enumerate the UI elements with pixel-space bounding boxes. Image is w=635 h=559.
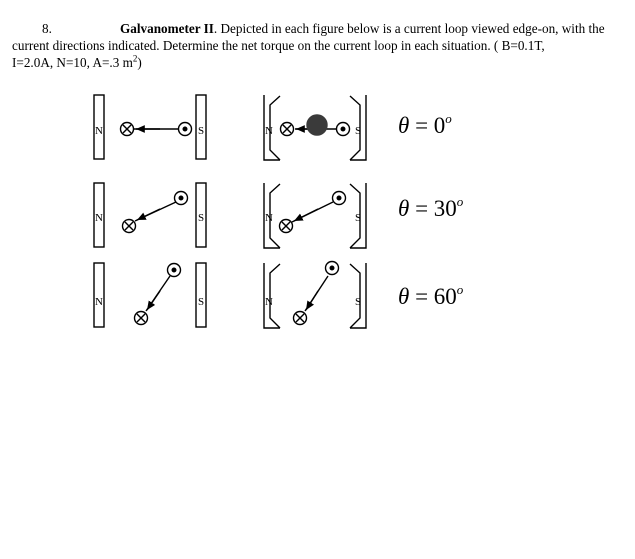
- north-pole-label: N: [95, 212, 103, 224]
- equals-sign: =: [409, 196, 434, 221]
- equals-sign: =: [409, 284, 434, 309]
- south-pole-label: S: [355, 212, 362, 224]
- degree-mark: o: [456, 194, 464, 209]
- south-pole-magnet: [196, 263, 206, 327]
- north-pole-label: N: [265, 212, 273, 224]
- north-pole-magnet: [94, 263, 104, 327]
- angle-value: 30: [433, 196, 457, 221]
- equals-sign: =: [409, 113, 434, 138]
- theta-symbol: θ: [398, 113, 410, 138]
- degree-mark: o: [456, 282, 464, 297]
- south-pole-label: S: [198, 296, 205, 308]
- north-pole-label: N: [265, 125, 273, 137]
- angle-value: 60: [433, 284, 457, 309]
- problem-number: 8.: [42, 21, 52, 36]
- angle-label-30: [398, 196, 463, 222]
- loop-arrow: [137, 209, 160, 220]
- loop-arrow: [306, 291, 318, 310]
- given-values: I=2.0A, N=10, A=.3 m: [12, 55, 133, 70]
- given-close-paren: ): [137, 55, 142, 70]
- right-magnet-row1: [264, 95, 366, 160]
- right-magnet-row2: [264, 183, 366, 248]
- problem-line-2: current directions indicated. Determine the net torque on the current loop in each situation. ( B=0.1T,: [12, 38, 545, 53]
- loop-arrow: [294, 209, 318, 221]
- south-pole-label: S: [355, 125, 362, 137]
- north-pole-label: N: [95, 296, 103, 308]
- theta-symbol: θ: [398, 284, 410, 309]
- south-pole-label: S: [198, 212, 205, 224]
- galvanometer-core-disk: [307, 115, 327, 135]
- area-exponent: 2: [132, 53, 138, 64]
- degree-mark: o: [445, 111, 452, 126]
- loop-arrow: [147, 291, 160, 310]
- north-pole-label: N: [265, 296, 273, 308]
- left-magnet-row1: [94, 95, 206, 159]
- angle-label-0: [398, 113, 452, 139]
- north-pole-label: N: [95, 125, 103, 137]
- problem-sentence-1: . Depicted in each figure below is a current loop viewed edge-on, with the: [213, 21, 605, 36]
- theta-symbol: θ: [398, 196, 410, 221]
- left-magnet-row3: [94, 263, 206, 327]
- angle-label-60: [398, 284, 463, 310]
- right-magnet-row3: [264, 262, 366, 329]
- south-pole-label: S: [198, 125, 205, 137]
- angle-value: 0: [433, 113, 446, 138]
- left-magnet-row2: [94, 183, 206, 247]
- south-pole-label: S: [355, 296, 362, 308]
- problem-title: Galvanometer II: [120, 21, 214, 36]
